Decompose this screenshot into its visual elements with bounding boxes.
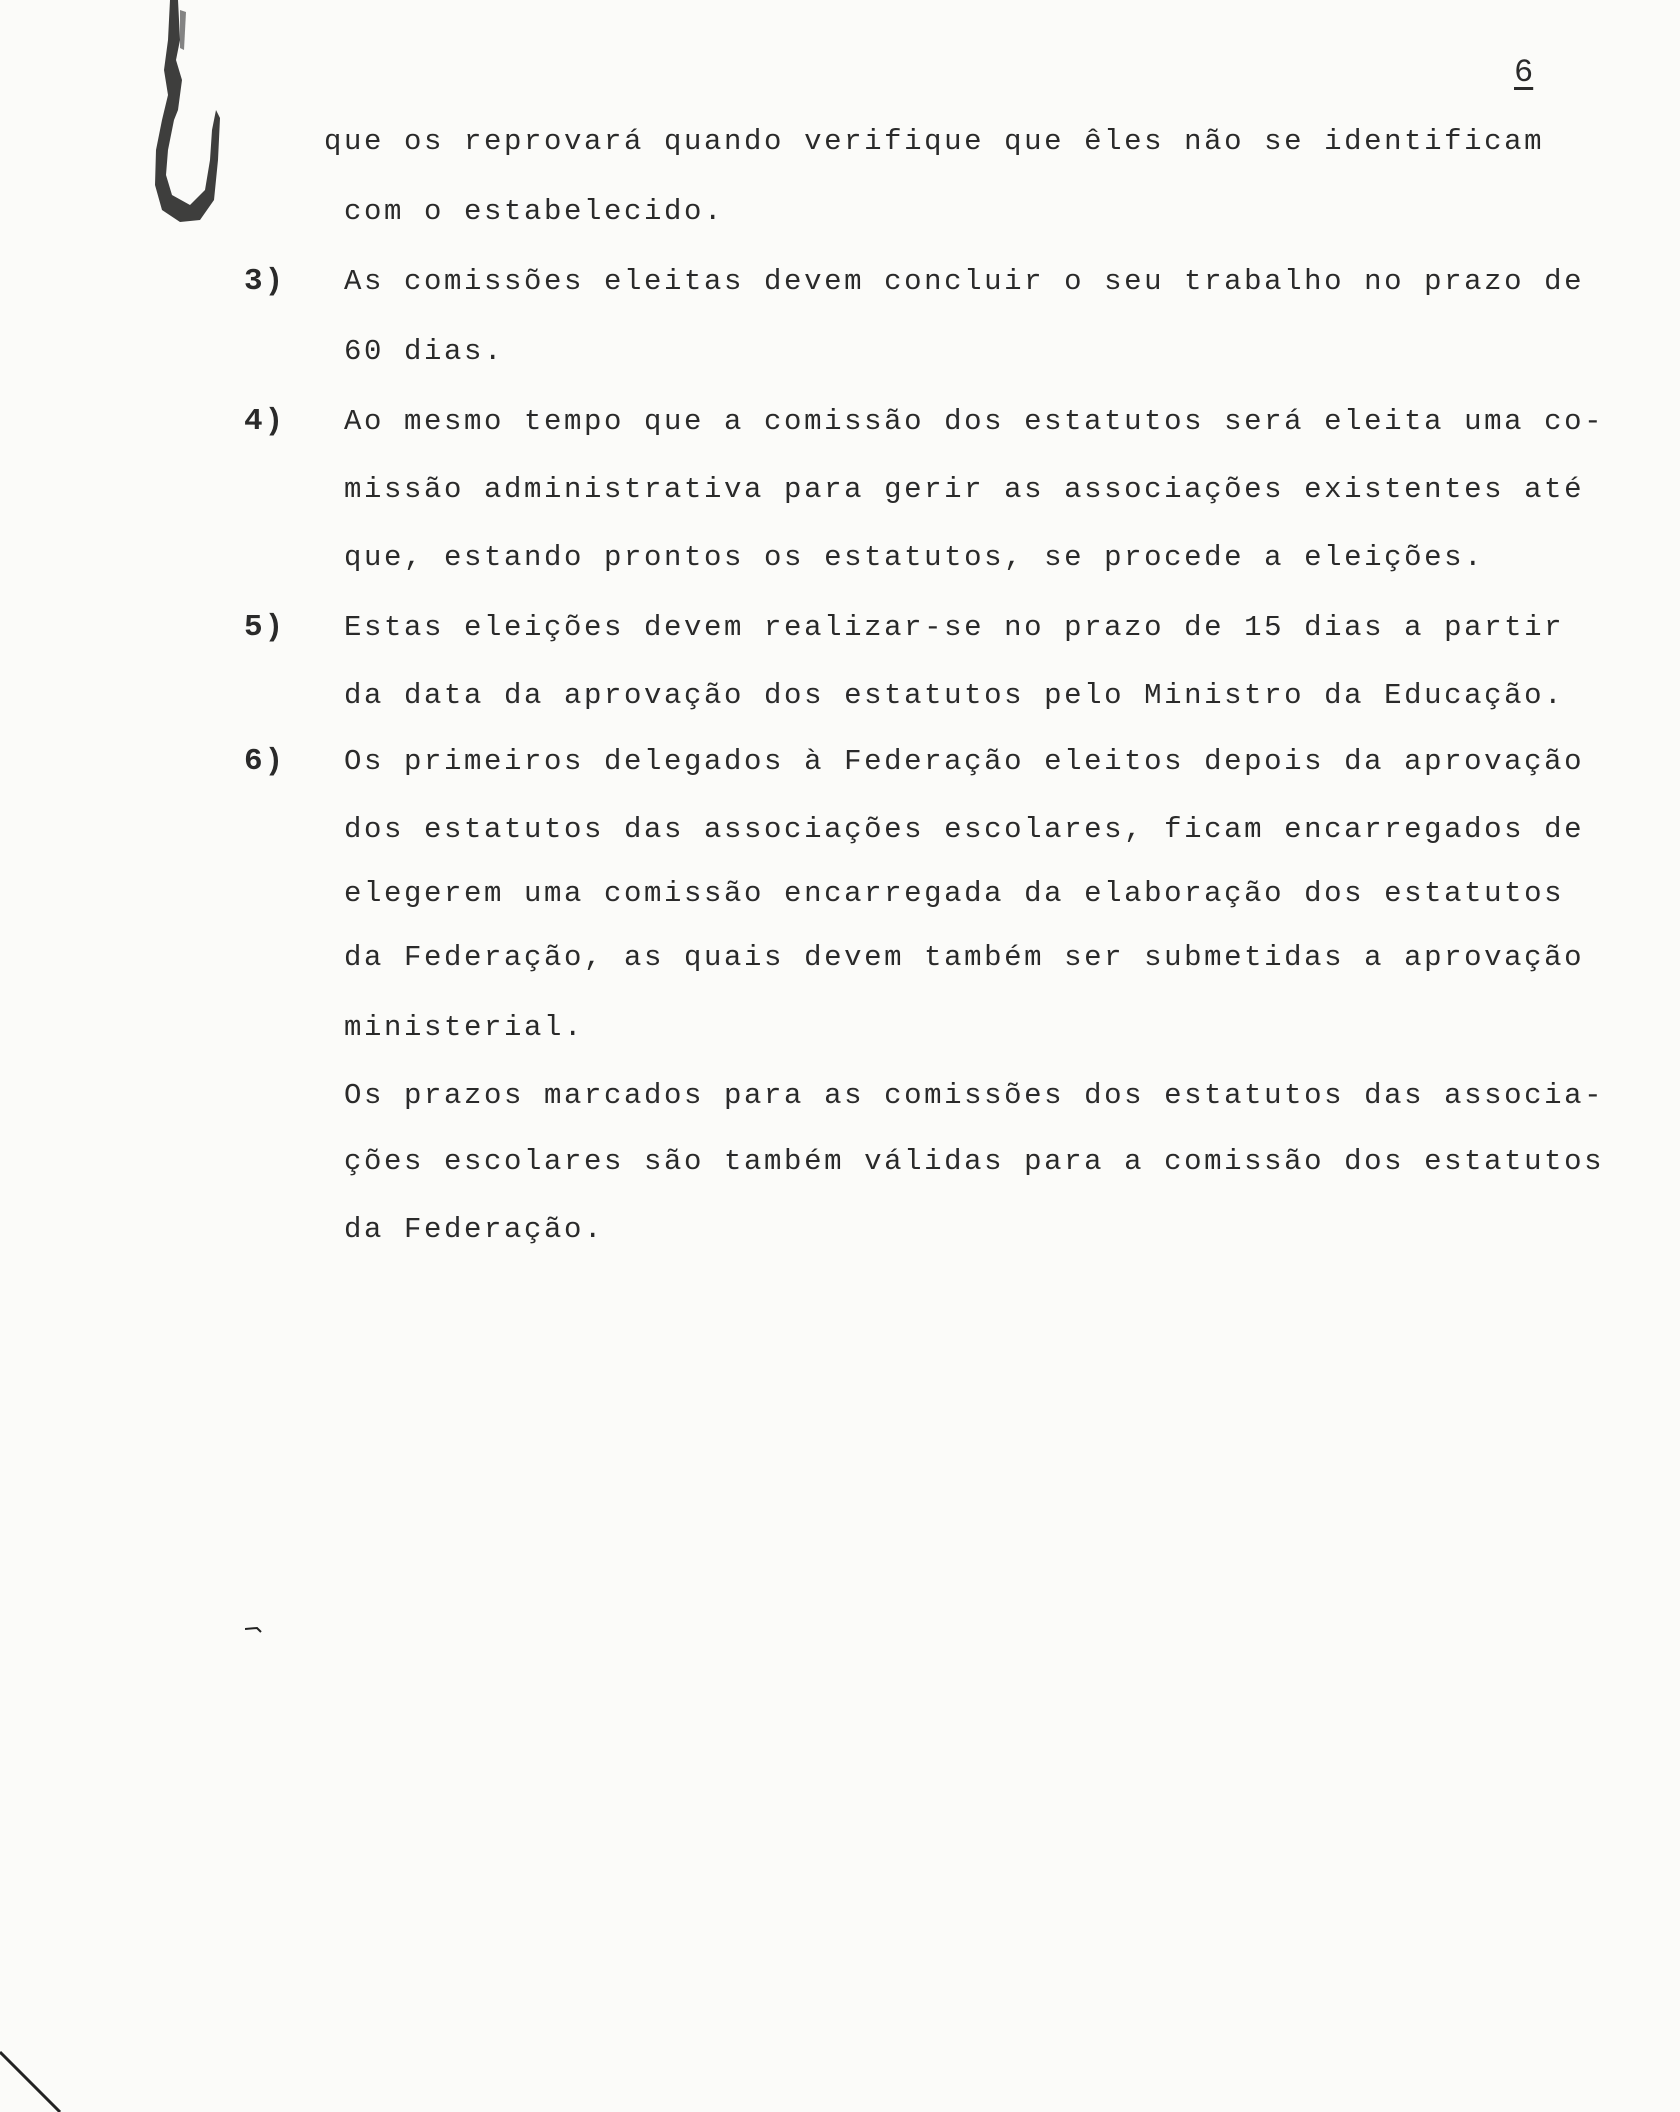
text-line: ções escolares são também válidas para a comissão dos estatutos: [344, 1145, 1605, 1178]
text-line: Os prazos marcados para as comissões dos estatutos das associa-: [344, 1079, 1605, 1112]
item-number: 6): [244, 744, 286, 779]
item-number: 4): [244, 404, 286, 439]
text-line: As comissões eleitas devem concluir o seu trabalho no prazo de: [344, 265, 1585, 298]
text-line: que, estando prontos os estatutos, se procede a eleições.: [344, 541, 1485, 574]
text-line: Estas eleições devem realizar-se no prazo de 15 dias a partir: [344, 611, 1565, 644]
text-line: ministerial.: [344, 1011, 585, 1044]
text-line: da data da aprovação dos estatutos pelo Ministro da Educação.: [344, 679, 1565, 712]
text-line: dos estatutos das associações escolares, ficam encarregados de: [344, 813, 1585, 846]
text-line: missão administrativa para gerir as associações existentes até: [344, 473, 1585, 506]
text-line: que os reprovará quando verifique que êles não se identificam: [324, 125, 1545, 158]
page-number: 6: [1514, 54, 1534, 91]
text-line: com o estabelecido.: [344, 195, 725, 228]
text-line: Os primeiros delegados à Federação eleitos depois da aprovação: [344, 745, 1585, 778]
item-number: 5): [244, 610, 286, 645]
stray-ink-mark: [245, 1626, 265, 1636]
text-line: 60 dias.: [344, 335, 505, 368]
text-line: da Federação, as quais devem também ser submetidas a aprovação: [344, 941, 1585, 974]
page-edge-line: [0, 2032, 80, 2112]
binder-clip-mark: [150, 0, 230, 230]
text-line: elegerem uma comissão encarregada da elaboração dos estatutos: [344, 877, 1565, 910]
item-number: 3): [244, 264, 286, 299]
text-line: da Federação.: [344, 1213, 605, 1246]
text-line: Ao mesmo tempo que a comissão dos estatutos será eleita uma co-: [344, 405, 1605, 438]
